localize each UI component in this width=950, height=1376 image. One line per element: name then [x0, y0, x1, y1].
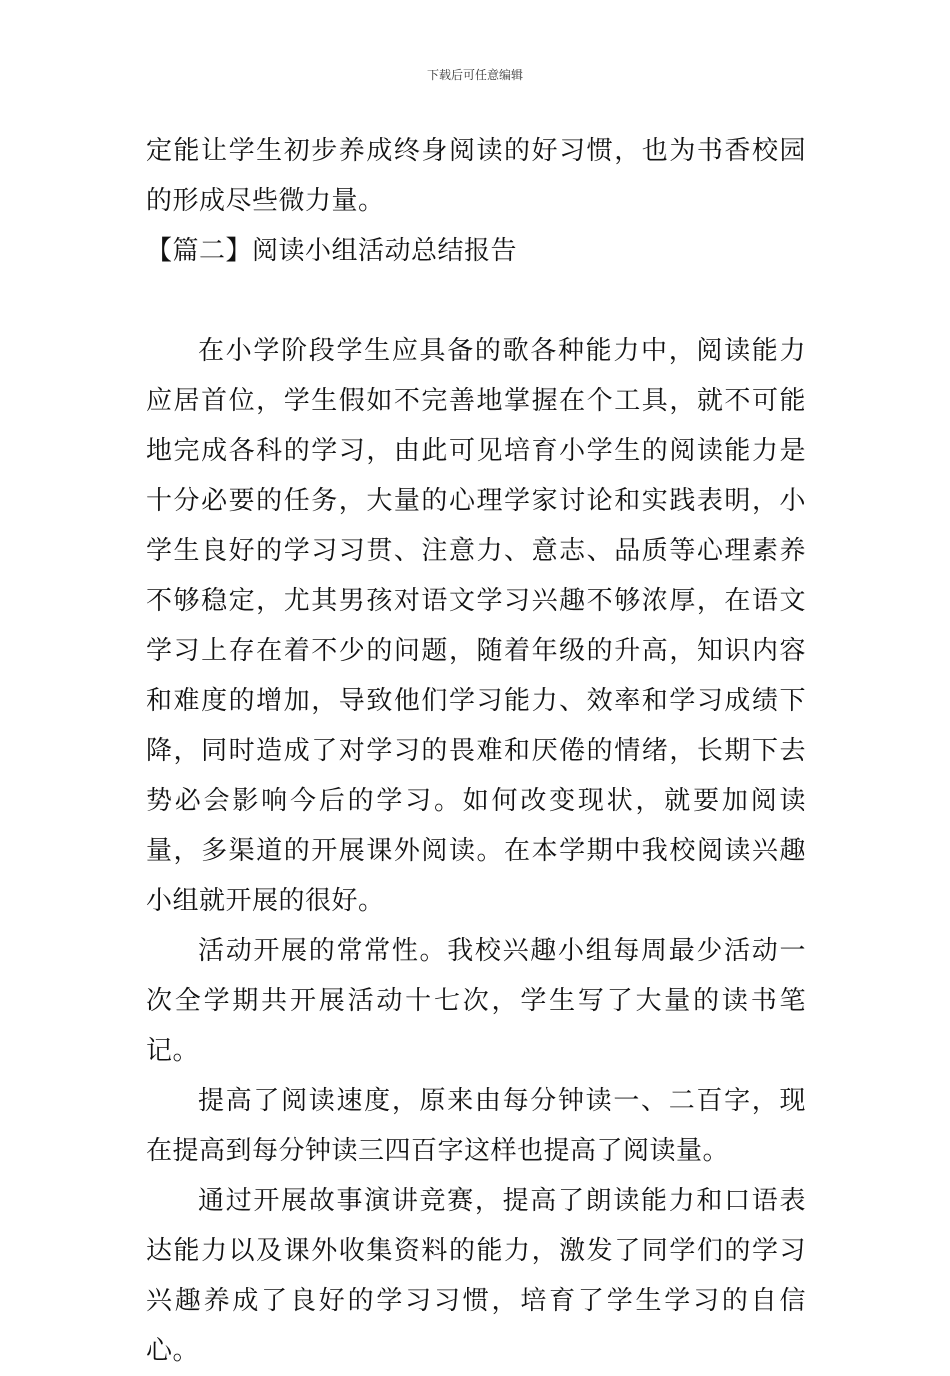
paragraph-reading-speed: 提高了阅读速度，原来由每分钟读一、二百字，现在提高到每分钟读三四百字这样也提高了阅读量。 [146, 1086, 806, 1166]
header-note: 下载后可任意编辑 [426, 68, 523, 82]
document-body [146, 126, 806, 1376]
paragraph-storytelling: 通过开展故事演讲竞赛，提高了朗读能力和口语表达能力以及课外收集资料的能力，激发了同学们的学习兴趣养成了良好的学习习惯，培育了学生学习的自信心。 [146, 1186, 806, 1366]
paragraph-continued: 定能让学生初步养成终身阅读的好习惯，也为书香校园的形成尽些微力量。 [146, 136, 806, 216]
paragraph-activity-frequency: 活动开展的常常性。我校兴趣小组每周最少活动一次全学期共开展活动十七次，学生写了大量的读书笔记。 [146, 936, 806, 1066]
paragraph-intro: 在小学阶段学生应具备的歌各种能力中，阅读能力应居首位，学生假如不完善地掌握在个工具，就不可能地完成各科的学习，由此可见培育小学生的阅读能力是十分必要的任务，大量的心理学家讨论和实践表明，小学生良好的学习习贯、注意力、意志、品质等心理素养不够稳定，尤其男孩对语文学习兴趣不够浓厚，在语文学习上存在着不少的问题，随着年级的升高，知识内容和难度的增加，导致他们学习能力、效率和学习成绩下降，同时造成了对学习的畏难和厌倦的情绪，长期下去势必会影响今后的学习。如何改变现状，就要加阅读量，多渠道的开展课外阅读。在本学期中我校阅读兴趣小组就开展的很好。 [146, 336, 806, 916]
section-heading: 【篇二】阅读小组活动总结报告 [146, 236, 518, 266]
